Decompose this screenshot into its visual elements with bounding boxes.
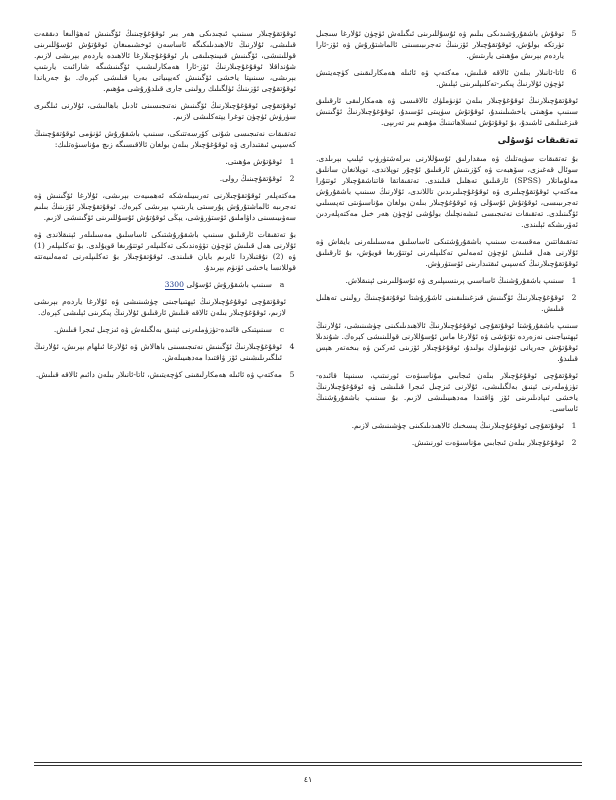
- sub-item: [34, 279, 296, 290]
- list-item: [34, 173, 296, 184]
- paragraph: مەكتەپلەر ئوقۇتقۇچىلارنى تەربىيىلەشكە ئەھمىيەت بېرىشى، ئۇلارغا ئۆگىنىش ۋە تەجرىبە ئالماشتۇرۇش پۇرسىتى يارىتىپ بېرىشى كېرەك. ئوقۇتقۇچىلار ئۆزىنىڭ بىلىم سەۋىيىسىنى داۋاملىق ئۆستۈرۈشى، يېڭى ئوقۇتۇش ئۇسۇللىرىنى ئۆگىنىشى لازىم.: [34, 191, 296, 222]
- list-text: توقۇش باشقۇرۇشىدىكى بىلىم ۋە ئۇسۇللىرىنى ئىگىلەش ئۈچۈن ئۇلارغا سىجىل تۈرتكە بولۇش، ئوقۇتقۇچىلار ئۆزىنىڭ تەجرىبىسىنى ئالماشتۇرۇش ۋە ئۆز-ئارا ياردەم بېرىش مۇھىتى يارىتىش.: [316, 29, 564, 60]
- sub-letter: c: [279, 325, 285, 334]
- paragraph: تەتقىقات نەتىجىسى شۇنى كۆرسەتتىكى، سىنىپ باشقۇرۇش ئۈنۈمى ئوقۇتقۇچىنىڭ كەسپىي ئىقتىدارى ۋە ئوقۇغۇچىلار بىلەن بولغان ئالاقىسىگە زىچ مۇناسىۋەتلىك:: [34, 129, 296, 149]
- list-item: [316, 437, 578, 448]
- list-number: 2: [571, 438, 577, 447]
- paragraph: تەتقىقاتتىن مەقسەت سىنىپ باشقۇرۇشتىكى ئاساسلىق مەسىلىلەرنى بايقاش ۋە ئۇلارنى ھەل قىلىش ئۈچۈن ئەمەلىي تەكلىپلەرنى ئوتتۇرىغا قويۇش، بۇ ئارقىلىق ئوقۇتقۇچىلارنىڭ كەسپىي ئىقتىدارىنى ئۆستۈرۈش.: [316, 237, 578, 268]
- list-number: 1: [289, 157, 295, 166]
- list-text: ئاتا-ئانىلار بىلەن ئالاقە قىلىش، مەكتەپ ۋە ئائىلە ھەمكارلىقىنى كۈچەيتىش ئۈچۈن ئۇلارنىڭ پىكىر-تەكلىپلىرىنى ئېلىش.: [316, 68, 564, 88]
- sub-text: [34, 279, 272, 290]
- sub-text: سىنىپتىكى قائىدە-تۈزۈملەرنى ئېنىق بەلگىلەش ۋە ئىزچىل ئىجرا قىلىش.: [53, 325, 272, 334]
- list-text: ئوقۇغۇچىلارنىڭ ئۆگىنىش نەتىجىسىنى باھالاش ۋە ئۇلارغا ئىلھام بېرىش، ئۇلارنىڭ ئىلگىرىلىشىنى ئۆز ۋاقتىدا مەدھىيىلەش.: [34, 342, 282, 362]
- footer-rule: [34, 762, 582, 763]
- paragraph: ئوقۇتقۇچىلار سىنىپ ئىچىدىكى ھەر بىر ئوقۇغۇچىنىڭ ئۆگىنىش ئەھۋالىغا دىققەت قىلىشى، ئۇلارنىڭ ئالاھىدىلىكىگە ئاساسەن ئوخشىمىغان ئوقۇتۇش ئۇسۇللىرىنى قوللىنىشى، ئۆگىنىش قىيىنچىلىقى بار ئوقۇغۇچىلارغا ئالاھىدە ياردەم بېرىشى لازىم. شۇنداقلا ئوقۇغۇچىلارنىڭ ئۆز-ئارا ھەمكارلىشىپ ئۆگىنىشىگە شارائىت يارىتىپ بېرىشى، سىنىپتا ياخشى ئۆگىنىش كەيپىياتى بەرپا قىلىشى كېرەك. بۇ جەرياندا ئوقۇتقۇچى ئۆزىنىڭ ئۈلگىلىك رولىنى جارى قىلدۇرۇشى مۇھىم.: [34, 29, 296, 93]
- list-text: سىنىپ باشقۇرۇشنىڭ ئاساسىي پرىنسىپلىرى ۋە ئۇسۇللىرىنى ئېنىقلاش.: [345, 276, 564, 285]
- page-number: ٤١: [303, 775, 313, 784]
- sub-text-label: سىنىپ باشقۇرۇش ئۇسۇلى: [186, 280, 272, 289]
- paragraph: ئوقۇتقۇچى ئوقۇغۇچىلارنىڭ ئۆگىنىش نەتىجىسىنى ئادىل باھالىشى، ئۇلارنى ئىلگىرى سۈرۈش ئۈچۈن توغرا يېتەكلىشى لازىم.: [34, 101, 296, 121]
- list-number: 4: [289, 342, 295, 351]
- footer-rule: [34, 765, 582, 766]
- list-item: [316, 67, 578, 89]
- list-number: 1: [571, 276, 577, 285]
- right-column: [316, 28, 578, 454]
- section-heading: تەتقىقات ئۇسۇلى: [497, 136, 578, 146]
- list-text: ئوقۇتۇش مۇھىتى.: [225, 157, 282, 166]
- list-text: مەكتەپ ۋە ئائىلە ھەمكارلىقىنى كۈچەيتىش، ئاتا-ئانىلار بىلەن دائىم ئالاقە قىلىش.: [35, 370, 282, 379]
- sub-letter: a: [279, 280, 285, 289]
- paragraph: سىنىپ باشقۇرۇشتا ئوقۇتقۇچى ئوقۇغۇچىلارنىڭ ئالاھىدىلىكىنى چۈشىنىشى، ئۇلارنىڭ ئېھتىياجىنى نەزەردە تۇتۇشى ۋە ئۇلارغا ماس ئۇسۇللارنى قوللىنىشى كېرەك. شۇندىلا ئوقۇتۇش جەريانى ئۈنۈملۈك بولىدۇ، ئوقۇغۇچىلار ئۆزىنى ئەركىن ۋە بىخەتەر ھېس قىلىدۇ.: [316, 321, 578, 363]
- list-item: [316, 292, 578, 314]
- list-number: 2: [571, 293, 577, 302]
- list-number: 6: [571, 68, 577, 77]
- list-text: ئوقۇتقۇچى ئوقۇغۇچىلارنىڭ پىسخىك ئالاھىدىلىكىنى چۈشىنىشى لازىم.: [351, 421, 564, 430]
- list-number: 2: [289, 174, 295, 183]
- paragraph: بۇ تەتقىقات سۈپەتلىك ۋە مىقدارلىق ئۇسۇللارنى بىرلەشتۈرۈپ ئېلىپ بېرىلدى. سوئال قەغىزى، سۆھبەت ۋە كۆزىتىش ئارقىلىق ئۇچۇر توپلاندى، توپلانغان سانلىق مەلۇماتلار (SPSS) ئارقىلىق تەھلىل قىلىندى. تەتقىقاتقا قاتناشقۇچىلار ئوتتۇرا مەكتەپ ئوقۇتقۇچىلىرى ۋە ئوقۇغۇچىلىرىدىن تاللاندى، ئۇلارنىڭ سىنىپ باشقۇرۇش تەجرىبىسى، ئوقۇتۇش ئۇسۇلى ۋە ئوقۇغۇچىلار بىلەن بولغان مۇناسىۋىتى تەپسىلىي ئۆگىنىلدى. تەتقىقات نەتىجىسى ئىشەنچلىك بولۇشى ئۈچۈن ھەر خىل مەكتەپلەردىن ئەۋرىشكە ئېلىندى.: [316, 154, 578, 229]
- list-item: [316, 28, 578, 61]
- paragraph: بۇ تەتقىقات ئارقىلىق سىنىپ باشقۇرۇشتىكى ئاساسلىق مەسىلىلەر ئېنىقلاندى ۋە ئۇلارنى ھەل قىلىش ئۈچۈن تۆۋەندىكى تەكلىپلەر ئوتتۇرىغا قويۇلدى. بۇ تەكلىپلەر (1) ۋە (2) نۇقتىلاردا ئايرىم بايان قىلىندى. ئوقۇتقۇچىلار بۇ تەكلىپلەرنى ئەمەلىيەتتە قوللانسا ياخشى ئۈنۈم بېرىدۇ.: [34, 230, 297, 272]
- list-number: 5: [289, 370, 295, 379]
- paragraph: ئوقۇتقۇچىلارنىڭ ئوقۇغۇچىلار بىلەن ئۈنۈملۈك ئالاقىسى ۋە ھەمكارلىقى ئارقىلىق سىنىپ مۇھىتى ياخشىلىنىدۇ، ئوقۇتۇش سۈپىتى ئۆسىدۇ، ئوقۇغۇچىلارنىڭ ئۆگىنىش قىزغىنلىقى ئاشىدۇ، بۇ ئوقۇتۇش ئىسلاھاتىنىڭ مۇھىم بىر تەرىپى.: [316, 96, 578, 127]
- highlight-link[interactable]: 3300: [164, 280, 184, 289]
- sub-item: [34, 324, 296, 335]
- list-text: ئوقۇغۇچىلارنىڭ ئۆگىنىش قىزغىنلىقىنى ئاشۇرۇشتا ئوقۇتقۇچىنىڭ رولىنى تەھلىل قىلىش.: [316, 293, 564, 313]
- left-column: [34, 28, 296, 386]
- list-item: [316, 275, 578, 286]
- list-item: [34, 369, 296, 380]
- paragraph: ئوقۇتقۇچى ئوقۇغۇچىلارنىڭ ئېھتىياجىنى چۈشىنىشى ۋە ئۇلارغا ياردەم بېرىشى لازىم، ئوقۇغۇچىلار بىلەن ئالاقە قىلىش ئارقىلىق ئۇلارنىڭ پىكرىنى ئېلىشى كېرەك.: [34, 297, 286, 317]
- list-number: 5: [571, 29, 577, 38]
- list-text: ئوقۇغۇچىلار بىلەن ئىجابىي مۇناسىۋەت ئورنىتىش.: [411, 438, 564, 447]
- paragraph: ئوقۇتقۇچى ئوقۇغۇچىلار بىلەن ئىجابىي مۇناسىۋەت ئورنىتىپ، سىنىپتا قائىدە-تۈزۈملەرنى ئېنىق بەلگىلىشى، ئۇلارنى ئىزچىل ئىجرا قىلىشى ۋە ئوقۇغۇچىلارنىڭ ياخشى ئىپادىلىرىنى ئۆز ۋاقتىدا مەدھىيىلىشى لازىم. بۇ سىنىپ باشقۇرۇشنىڭ ئاساسى.: [316, 371, 578, 413]
- list-item: [34, 341, 296, 363]
- list-number: 1: [571, 421, 577, 430]
- list-text: ئوقۇتقۇچىنىڭ رولى.: [219, 174, 282, 183]
- list-item: [316, 420, 578, 431]
- list-item: [34, 156, 296, 167]
